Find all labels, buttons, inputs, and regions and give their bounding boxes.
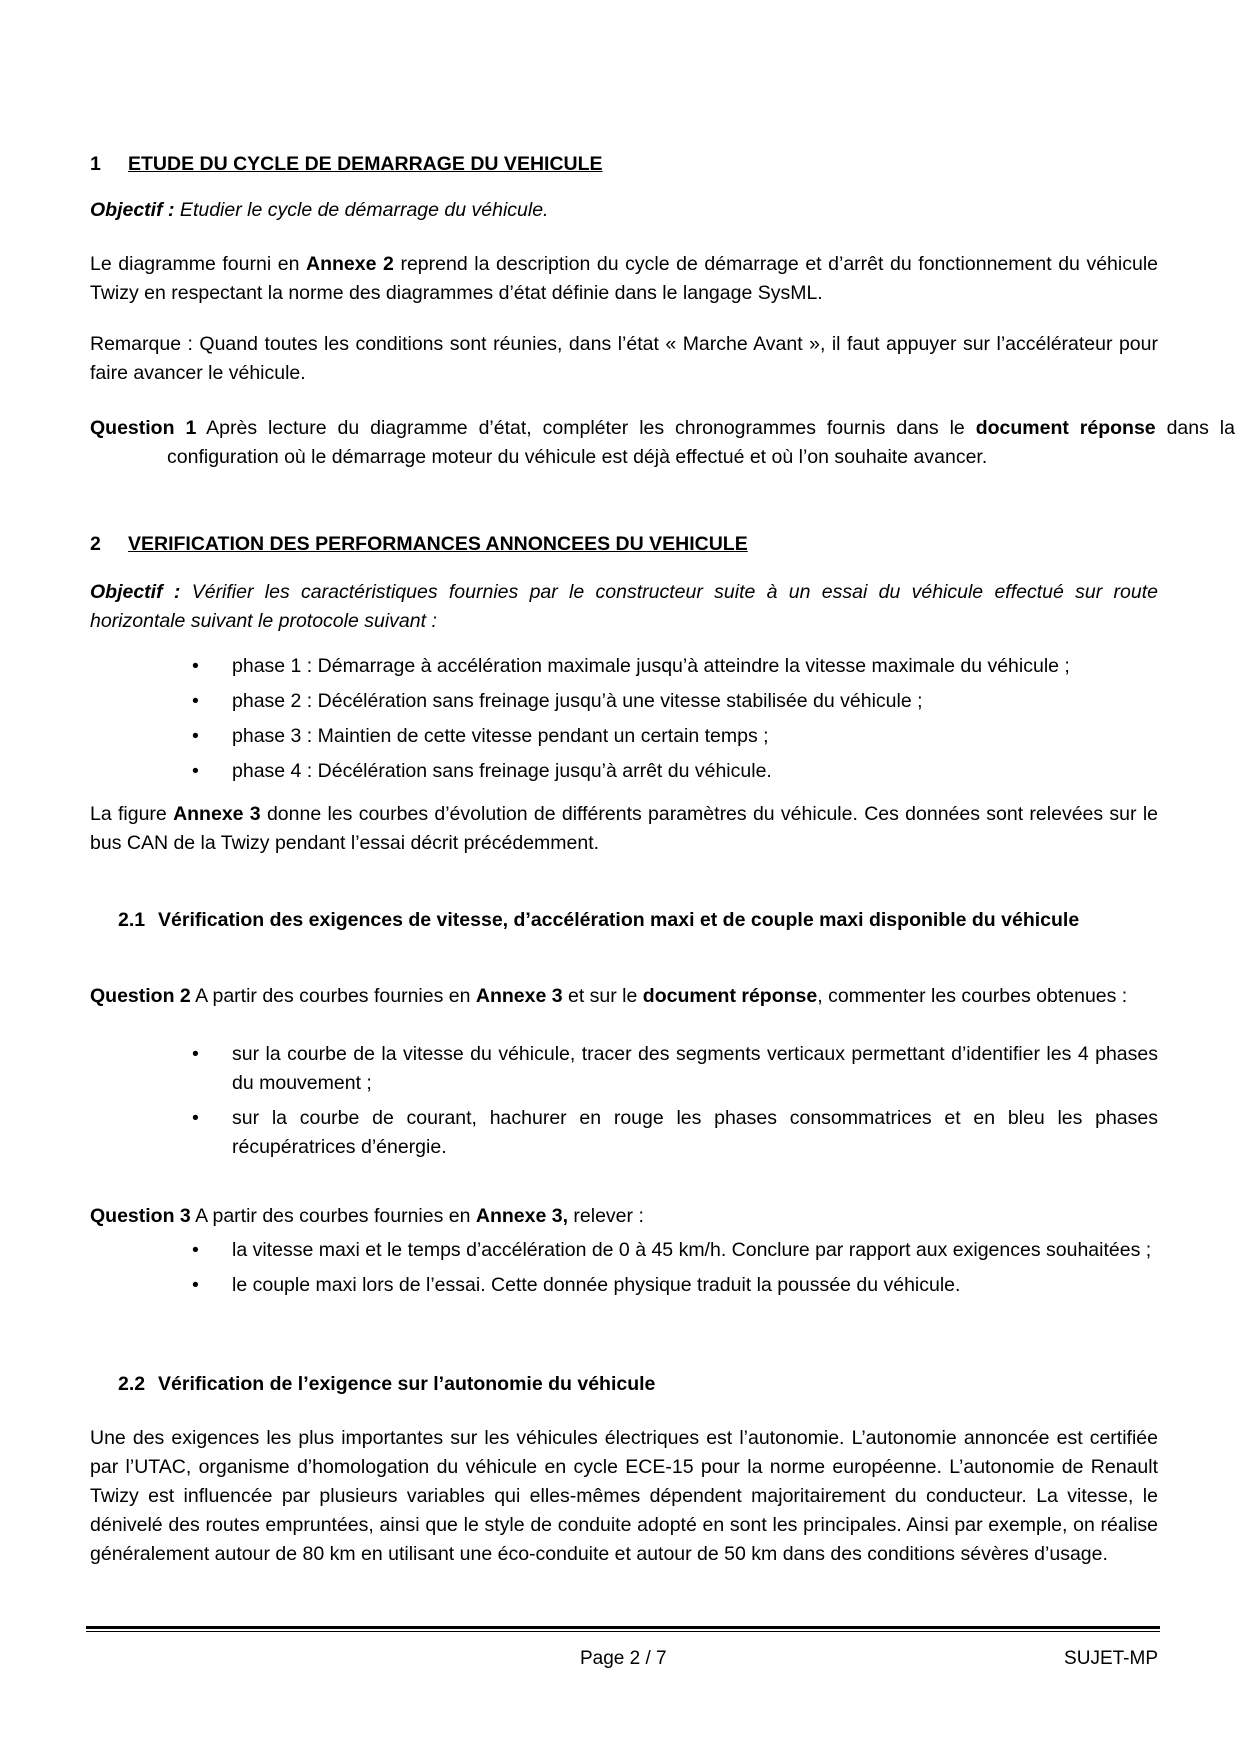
remark-paragraph: Remarque : Quand toutes les conditions sont réunies, dans l’état « Marche Avant », il faut appuyer sur l’accélérateur pour faire avancer le véhicule. [90, 333, 1158, 384]
bold-ref: Annexe 2 [306, 253, 394, 275]
bold-ref: Annexe 3 [475, 985, 563, 1007]
phase-list [90, 652, 1158, 786]
text-run: reprend la description du cycle de démarrage et d’arrêt du fonctionnement du véhicule Twizy en respectant la norme des diagrammes d’état définie dans le langage SysML. [90, 253, 1159, 304]
section-number: 2 [90, 533, 101, 555]
paragraph-annexe-2 [90, 250, 1158, 308]
section-title: VERIFICATION DES PERFORMANCES ANNONCEES DU VEHICULE [128, 533, 748, 555]
text-run: et sur le [562, 985, 643, 1007]
objective-2 [90, 578, 1158, 636]
footer-rule-top [86, 1626, 1160, 1629]
list-item: • la vitesse maxi et le temps d’accélération de 0 à 45 km/h. Conclure par rapport aux exigences souhaitées ; [90, 1236, 1158, 1265]
section-1-heading [90, 150, 1158, 179]
list-item: • phase 1 : Démarrage à accélération maximale jusqu’à atteindre la vitesse maximale du véhicule ; [90, 652, 1158, 681]
question-label: Question 2 [90, 985, 191, 1007]
objective-label: Objectif : [90, 199, 175, 221]
document-code: SUJET-MP [1064, 1648, 1158, 1669]
question-3-list [90, 1236, 1158, 1300]
text-run: Le diagramme fourni en [90, 253, 307, 275]
objective-label: Objectif : [90, 581, 181, 603]
text-run: dans la configuration où le démarrage moteur du véhicule est déjà effectué et où l’on souhaite avancer. [167, 417, 1235, 468]
objective-text: Vérifier les caractéristiques fournies par le constructeur suite à un essai du véhicule effectué sur route horizontale suivant le protocole suivant : [90, 581, 1158, 632]
bold-ref: Annexe 3 [173, 803, 261, 825]
bold-ref: Annexe 3, [475, 1205, 568, 1227]
question-label: Question 3 [90, 1205, 191, 1227]
section-number: 2.1 [118, 909, 146, 931]
section-number: 2.2 [118, 1373, 146, 1395]
text-run: A partir des courbes fournies en [190, 1205, 476, 1227]
objective-1 [90, 196, 1158, 225]
section-2-2-heading [118, 1370, 1158, 1399]
bold-ref: document réponse [642, 985, 818, 1007]
section-number: 1 [90, 153, 101, 175]
section-title: ETUDE DU CYCLE DE DEMARRAGE DU VEHICULE [128, 153, 603, 175]
question-2-list [90, 1040, 1158, 1162]
section-title: Vérification de l’exigence sur l’autonomie du véhicule [158, 1373, 656, 1395]
text-run: Après lecture du diagramme d’état, compléter les chronogrammes fournis dans le [196, 417, 976, 439]
text-run: relever : [568, 1205, 644, 1227]
list-item: • phase 2 : Décélération sans freinage jusqu’à une vitesse stabilisée du véhicule ; [90, 687, 1158, 716]
page-number: Page 2 / 7 [580, 1648, 667, 1669]
section-2-heading [90, 530, 1158, 559]
question-1 [90, 414, 1235, 472]
text-run: A partir des courbes fournies en [190, 985, 476, 1007]
bold-ref: document réponse [975, 417, 1156, 439]
list-item: • phase 3 : Maintien de cette vitesse pendant un certain temps ; [90, 722, 1158, 751]
question-2 [90, 982, 1235, 1011]
list-item: • sur la courbe de courant, hachurer en rouge les phases consommatrices et en bleu les phases récupératrices d’énergie. [90, 1104, 1158, 1162]
text-run: donne les courbes d’évolution de différents paramètres du véhicule. Ces données sont relevées sur le bus CAN de la Twizy pendant l’essai décrit précédemment. [90, 803, 1158, 854]
list-item: • sur la courbe de la vitesse du véhicule, tracer des segments verticaux permettant d’identifier les 4 phases du mouvement ; [90, 1040, 1158, 1098]
section-title: Vérification des exigences de vitesse, d’accélération maxi et de couple maxi disponible du véhicule [158, 909, 1080, 931]
autonomy-paragraph: Une des exigences les plus importantes sur les véhicules électriques est l’autonomie. L’autonomie annoncée est certifiée par l’UTAC, organisme d’homologation du véhicule en cycle ECE-15 pour la norme européenne. L’autonomie de Renault Twizy est influencée par plusieurs variables qui elles-mêmes dépendent majoritairement du conducteur. La vitesse, le dénivelé des routes empruntées, ainsi que le style de conduite adopté en sont les principales. Ainsi par exemple, on réalise généralement autour de 80 km en utilisant une éco-conduite et autour de 50 km dans des conditions sévères d’usage. [90, 1427, 1158, 1565]
section-2-1-heading [118, 906, 1158, 935]
text-run: La figure [90, 803, 174, 825]
paragraph-annexe-3 [90, 800, 1158, 858]
footer-rule-bottom [86, 1631, 1160, 1632]
list-item: • phase 4 : Décélération sans freinage jusqu’à arrêt du véhicule. [90, 757, 1158, 786]
question-3 [90, 1202, 1158, 1231]
question-label: Question 1 [90, 417, 197, 439]
objective-text: Etudier le cycle de démarrage du véhicule. [174, 199, 549, 221]
list-item: • le couple maxi lors de l’essai. Cette donnée physique traduit la poussée du véhicule. [90, 1271, 1158, 1300]
text-run: , commenter les courbes obtenues : [817, 985, 1128, 1007]
